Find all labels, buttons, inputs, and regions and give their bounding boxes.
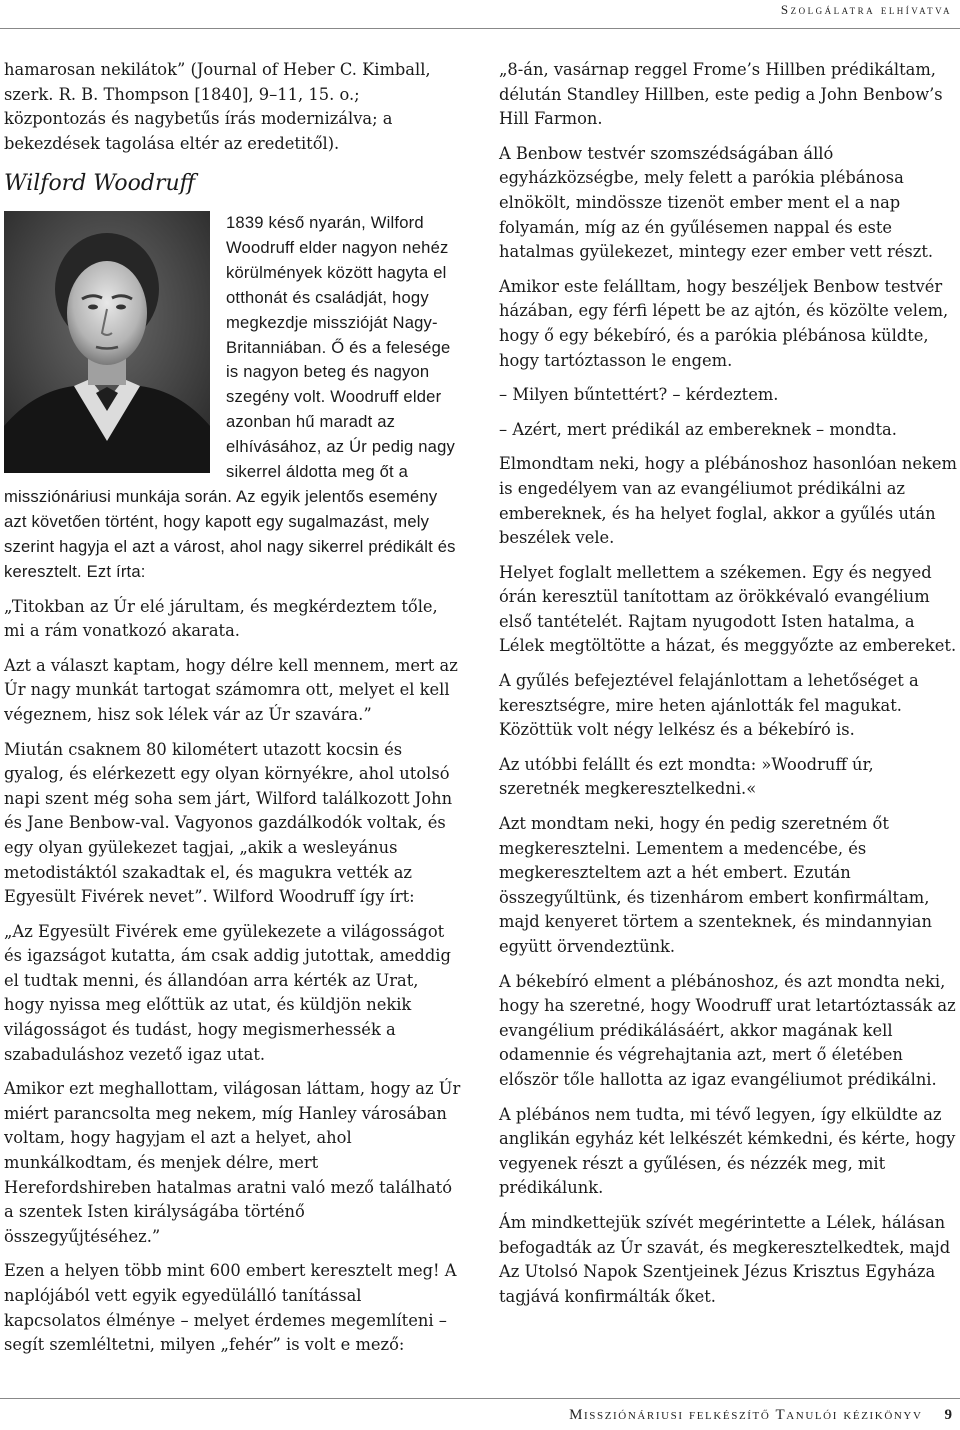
paragraph: Amikor ezt meghallottam, világosan láttam, hogy az Úr miért parancsolta meg nekem, míg Hanley városában voltam, hogy hagyjam el azt a helyet, ahol munkálkodtam, és menjek délre, mert Herefordshireben hatalmas aratni való mező található a szentek Isten királyságába történő összegyűjtéséhez.” xyxy=(4,1079,461,1246)
intro-paragraph: 1839 késő nyarán, Wilford Woodruff elder nagyon nehéz körülmények között hagyta el otthonát és családját, hogy megkezdje misszióját Nagy-Britanniában. Ő és a felesége is nagyon beteg és nagyon szegény volt. Woodruff elder azonban hű maradt az elhívásához, az Úr pedig nagy sikerrel áldotta meg őt a missziónáriusi munkája során. Az egyik jelentős esemény azt követően történt, hogy kapott egy sugalmazást, mely szerint hagyja el azt a várost, ahol nagy sikerrel prédikált és keresztelt. Ezt írta: xyxy=(4,212,456,581)
paragraph: A Benbow testvér szomszédságában álló egyházközségbe, mely felett a parókia plébánosa elnökölt, mindössze tizenöt ember ment el a nap folyamán, míg az én gyűlésemen nappal és este hatalmas gyülekezet, mintegy ezer ember vett részt. xyxy=(499,143,934,262)
right-column xyxy=(499,58,957,1319)
paragraph: Azt a választ kaptam, hogy délre kell mennem, mert az Úr nagy munkát tartogat számomra ott, melyet el kell végeznem, hisz sok lélek vár az Úr szavára.” xyxy=(4,655,458,724)
paragraph: A gyűlés befejeztével felajánlottam a lehetőséget a keresztségre, mire heten ajánlották fel magukat. Közöttük volt négy lelkész és a békebíró is. xyxy=(499,671,919,740)
left-column xyxy=(4,58,462,1368)
paragraph: „Az Egyesült Fivérek eme gyülekezete a világosságot és igazságot kutatta, ám csak addig jutottak, ameddig el tudtak menni, és állandóan arra kérték az Urat, hogy nyissa meg előttük az utat, és küldjön nekik világosságot és tudást, hogy megismerhessék a szabaduláshoz vezető igaz utat. xyxy=(4,921,451,1064)
header-rule xyxy=(0,28,960,29)
paragraph: Elmondtam neki, hogy a plébánoshoz hasonlóan nekem is engedélyem van az evangéliumot prédikálni az embereknek, és ha helyet foglal, akkor a gyűlés után beszélek vele. xyxy=(499,454,957,548)
portrait-illustration xyxy=(4,211,210,473)
paragraph: hamarosan nekilátok” (Journal of Heber C. Kimball, szerk. R. B. Thompson [1840], 9–11, 15. o.; központozás és nagybetűs írás modernizálva; a bekezdések tagolása eltér az eredetitől). xyxy=(4,60,431,153)
paragraph: Ezen a helyen több mint 600 embert keresztelt meg! A naplójából vett egyik egyedülálló tanítással kapcsolatos élménye – melyet érdemes megemlíteni – segít szemléltetni, milyen „fehér” is volt e mező: xyxy=(4,1261,457,1355)
footer-rule xyxy=(0,1398,960,1399)
page-footer xyxy=(569,1407,952,1424)
paragraph: A békebíró elment a plébánoshoz, és azt mondta neki, hogy ha szeretné, hogy Woodruff urat letartóztassák az evangélium prédikálásáért, akkor magának kell odamennie és végrehajtania azt, mert ő életében először tőle hallotta az igaz evangéliumot prédikálni. xyxy=(499,971,956,1089)
paragraph: Amikor este felálltam, hogy beszéljek Benbow testvér házában, egy férfi lépett be az ajtón, és közölte velem, hogy ő egy békebíró, és a parókia plébánosa küldte, hogy tartóztasson le engem. xyxy=(499,276,949,370)
paragraph: Az utóbbi felállt és ezt mondta: »Woodruff úr, szeretnék megkeresztelkedni.« xyxy=(499,754,874,799)
paragraph: „8-án, vasárnap reggel Frome’s Hillben prédikáltam, délután Standley Hillben, este pedig a John Benbow’s Hill Farmon. xyxy=(499,60,943,129)
paragraph: „Titokban az Úr elé járultam, és megkérdeztem tőle, mi a rám vonatkozó akarata. xyxy=(4,596,438,641)
paragraph: A plébános nem tudta, mi tévő legyen, így elküldte az anglikán egyház két lelkészét kémkedni, és kérte, hogy vegyenek részt a gyűlésen, és nézzék meg, mit prédikálunk. xyxy=(499,1104,956,1198)
portrait-image xyxy=(4,211,210,473)
paragraph: Azt mondtam neki, hogy én pedig szeretném őt megkeresztelni. Lementem a medencébe, és megkereszteltem azt a hét embert. Ezután összegyűltünk, és tizenhárom embert konfirmáltam, majd kenyeret törtem a szenteknek, és mindannyian együtt örvendeztünk. xyxy=(499,814,932,956)
paragraph: – Azért, mert prédikál az embereknek – mondta. xyxy=(499,419,897,439)
footer-title: Missziónáriusi felkészítő Tanulói kézikönyv xyxy=(569,1407,923,1423)
section-heading: Wilford Woodruff xyxy=(4,171,196,197)
paragraph: Helyet foglalt mellettem a székemen. Egy és negyed órán keresztül tanítottam az örökkévaló evangélium első tantételét. Rajtam nyugodott Isten hatalma, a Lélek megtöltötte a házat, és meggyőzte az embereket. xyxy=(499,562,957,656)
paragraph: Miután csaknem 80 kilométert utazott kocsin és gyalog, és elérkezett egy olyan környékre, ahol utolsó napi szent még soha sem járt, Wilford találkozott John és Jane Benbow-val. Vagyonos gazdálkodók voltak, és egy olyan gyülekezet tagjai, „akik a wesleyánus metodistáktól szakadtak el, és magukra vették az Egyesült Fivérek nevet”. Wilford Woodruff így írt: xyxy=(4,739,453,907)
paragraph: – Milyen bűntettért? – kérdeztem. xyxy=(499,385,779,405)
running-head: Szolgálatra elhívatva xyxy=(780,2,952,17)
page-number: 9 xyxy=(944,1407,952,1423)
paragraph: Ám mindkettejük szívét megérintette a Lélek, hálásan befogadták az Úr szavát, és megkeresztelkedtek, majd Az Utolsó Napok Szentjeinek Jézus Krisztus Egyháza tagjává konfirmálták őket. xyxy=(499,1212,951,1306)
